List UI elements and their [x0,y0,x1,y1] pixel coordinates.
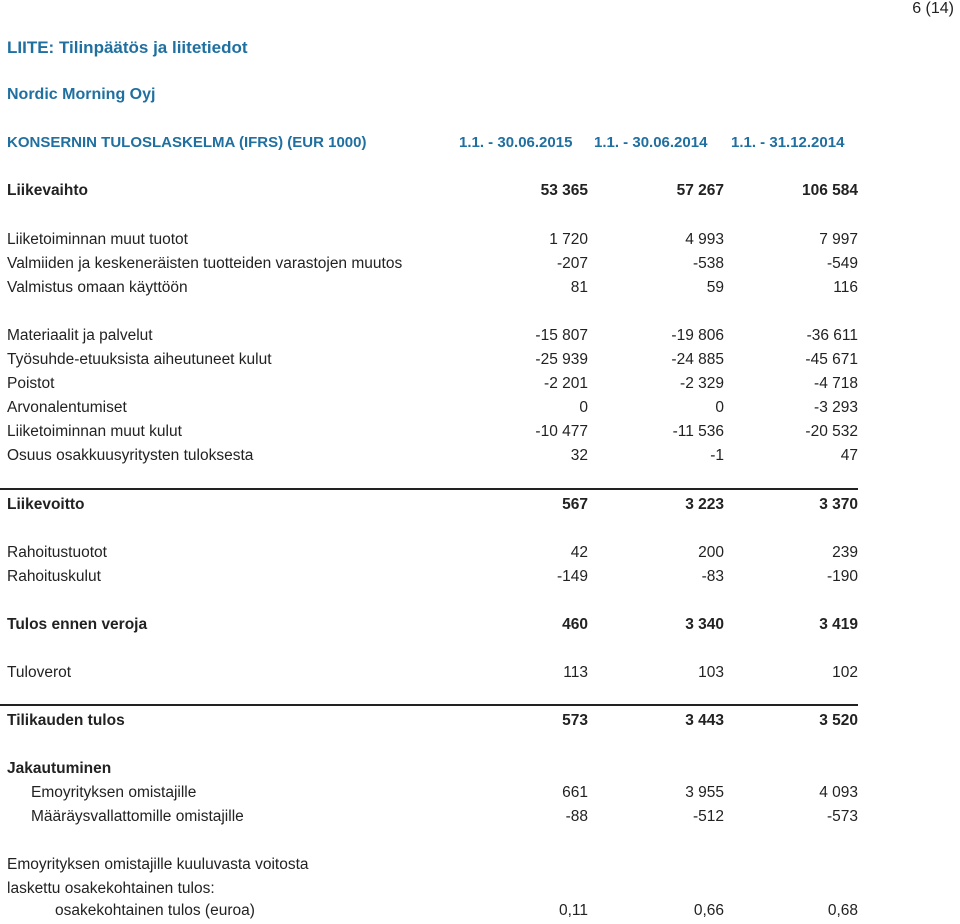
value-fy-2014: -190 [826,568,858,585]
value-h1-2014: 3 443 [685,712,724,729]
value-h1-2014: 103 [698,664,724,681]
column-header-fy-2014: 1.1. - 31.12.2014 [731,134,845,151]
value-fy-2014: 4 093 [819,784,858,801]
value-fy-2014: 239 [832,544,858,561]
value-h1-2014: -24 885 [671,351,724,368]
value-h1-2014: 0,66 [693,902,724,919]
value-fy-2014: 116 [833,279,858,296]
value-h1-2015: 0 [579,399,588,416]
table-row [0,806,960,830]
value-h1-2014: -538 [692,255,724,272]
value-fy-2014: -20 532 [805,423,858,440]
row-label: Arvonalentumiset [7,399,127,416]
value-h1-2014: -2 329 [680,375,724,392]
table-row [0,421,960,445]
section-heading [0,758,960,782]
value-h1-2015: -2 201 [544,375,588,392]
value-h1-2015: 42 [570,544,588,561]
row-label: Tilikauden tulos [7,712,125,729]
value-h1-2015: -207 [556,255,588,272]
value-h1-2015: -88 [565,808,588,825]
divider [0,488,858,490]
row-label: Liikevaihto [7,182,88,199]
value-h1-2014: 59 [706,279,724,296]
table-row [0,900,960,924]
table-row [0,253,960,277]
table-row [0,180,960,204]
value-h1-2014: -512 [692,808,724,825]
value-h1-2015: 661 [562,784,588,801]
table-row [0,229,960,253]
table-row [0,494,960,518]
value-fy-2014: -4 718 [814,375,858,392]
value-h1-2015: 113 [563,664,588,681]
page-title: LIITE: Tilinpäätös ja liitetiedot [7,38,248,57]
row-label: Työsuhde-etuuksista aiheutuneet kulut [7,351,272,368]
value-fy-2014: 7 997 [819,231,858,248]
value-h1-2014: 0 [715,399,724,416]
value-h1-2015: -25 939 [535,351,588,368]
table-header-label: KONSERNIN TULOSLASKELMA (IFRS) (EUR 1000) [7,134,367,151]
value-fy-2014: 102 [832,664,858,681]
value-fy-2014: 3 520 [819,712,858,729]
row-label: Liikevoitto [7,496,85,513]
row-label: Rahoituskulut [7,568,101,585]
value-h1-2014: 57 267 [676,182,724,199]
row-label: Osuus osakkuusyritysten tuloksesta [7,447,254,464]
value-h1-2014: 3 340 [685,616,724,633]
value-fy-2014: 3 419 [819,616,858,633]
value-h1-2014: -11 536 [672,423,724,440]
value-h1-2015: 81 [570,279,588,296]
table-row [0,277,960,301]
value-fy-2014: -573 [826,808,858,825]
row-label: Liiketoiminnan muut kulut [7,423,182,440]
row-label: Valmiiden ja keskeneräisten tuotteiden varastojen muutos [7,255,403,272]
table-row [0,662,960,686]
value-h1-2014: 4 993 [685,231,724,248]
table-row [0,566,960,590]
table-row [0,614,960,638]
value-fy-2014: 47 [840,447,858,464]
table-row [0,542,960,566]
value-h1-2015: 53 365 [540,182,588,199]
value-fy-2014: 106 584 [801,182,858,199]
value-h1-2015: 460 [562,616,588,633]
value-fy-2014: 0,68 [827,902,858,919]
table-row [0,878,960,902]
column-header-h1-2015: 1.1. - 30.06.2015 [459,134,573,151]
value-fy-2014: -549 [826,255,858,272]
table-row [0,349,960,373]
value-h1-2015: 1 720 [549,231,588,248]
table-row [0,325,960,349]
row-label: osakekohtainen tulos (euroa) [55,902,255,919]
row-label: Materiaalit ja palvelut [7,327,153,344]
page-number: 6 (14) [912,0,954,17]
value-h1-2014: -19 806 [671,327,724,344]
row-label: Tuloverot [7,664,72,681]
table-row [0,710,960,734]
row-label: Valmistus omaan käyttöön [7,279,188,296]
value-h1-2015: 573 [562,712,588,729]
row-label: laskettu osakekohtainen tulos: [7,880,215,897]
table-row [0,854,960,878]
value-h1-2015: 32 [570,447,588,464]
row-label: Liiketoiminnan muut tuotot [7,231,188,248]
row-label: Emoyrityksen omistajille kuuluvasta voitosta [7,856,309,873]
value-h1-2014: 3 955 [685,784,724,801]
value-h1-2015: 567 [562,496,588,513]
row-label: Poistot [7,375,55,392]
row-label: Rahoitustuotot [7,544,107,561]
table-row [0,445,960,469]
value-fy-2014: -45 671 [805,351,858,368]
divider [0,704,858,706]
value-h1-2015: 0,11 [558,902,588,919]
table-row [0,373,960,397]
table-row [0,782,960,806]
value-h1-2014: -83 [701,568,724,585]
value-h1-2014: 200 [698,544,724,561]
table-row [0,397,960,421]
value-h1-2014: 3 223 [685,496,724,513]
value-h1-2014: -1 [710,447,724,464]
value-h1-2015: -149 [556,568,588,585]
value-h1-2015: -15 807 [535,327,588,344]
value-fy-2014: 3 370 [819,496,858,513]
row-label: Emoyrityksen omistajille [31,784,197,801]
value-fy-2014: -3 293 [814,399,858,416]
row-label: Jakautuminen [7,760,112,777]
value-h1-2015: -10 477 [535,423,588,440]
row-label: Tulos ennen veroja [7,616,148,633]
column-header-h1-2014: 1.1. - 30.06.2014 [594,134,708,151]
row-label: Määräysvallattomille omistajille [31,808,244,825]
company-name: Nordic Morning Oyj [7,86,156,103]
value-fy-2014: -36 611 [806,327,858,344]
